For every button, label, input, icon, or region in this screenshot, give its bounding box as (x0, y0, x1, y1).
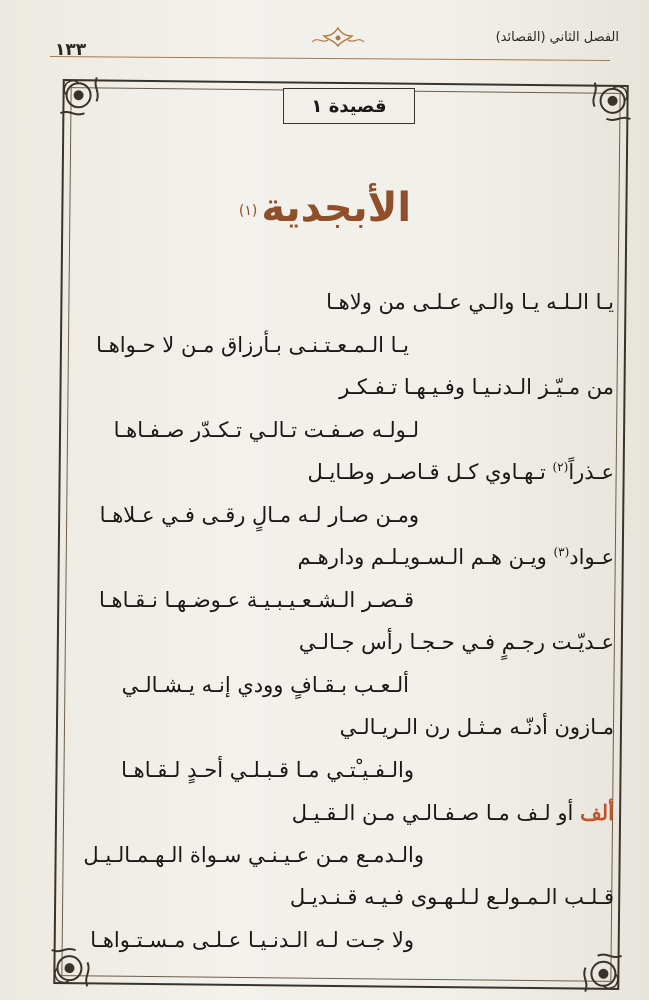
poem-title-text: الأبجدية (261, 185, 412, 231)
verse-text: مـازون أدنّـه مـثـل رن الـريـالـي (339, 715, 614, 739)
verse-line (299, 630, 614, 654)
title-footnote-marker: (١) (238, 202, 258, 219)
page-number: ١٣٣ (55, 40, 87, 60)
verse-text: عـديّـت رجـمٍ فـي حـجـا رأس جـالـي (298, 630, 614, 654)
verse-line (339, 375, 614, 399)
footnote-marker: (٣) (553, 545, 570, 559)
verse-text-rest: ويـن هـم الـسـويـلـم ودارهـم (297, 545, 554, 569)
poem-title (160, 185, 490, 231)
verse-text: عـواد (569, 545, 614, 569)
verse-text: أو لـف مـا صـفـالـي مـن الـقـيـل (291, 801, 581, 825)
verse-text: لـولـه صـفـت تـالـي تـكـدّر صـفـاهـا (113, 417, 419, 442)
alphabet-letter-marker: ألف (580, 800, 614, 825)
corner-ornament-icon (56, 73, 121, 138)
verse-text-rest: تـهـاوي كـل قـاصـر وطـايـل (307, 460, 553, 484)
verse-line (340, 715, 614, 739)
floral-ornament-icon (308, 24, 368, 52)
verse-text: ولا جـت لـه الـدنـيـا عـلـى مـسـتـواهـا (90, 927, 414, 952)
verse-line (298, 545, 614, 569)
verse-line (90, 928, 414, 952)
verse-text: يـا الـلـه يـا والـي عـلـى من ولاهـا (326, 290, 614, 314)
poem-label: قصيدة ١ (283, 88, 415, 124)
verse-text: ألـعـب بـقـافٍ وودي إنـه يـشـالـي (121, 672, 409, 697)
verse-line (99, 588, 414, 612)
verse-line (122, 673, 409, 697)
verse-text: قـصـر الـشـعـيـبـيـة عـوضـهـا نـقـاهـا (99, 587, 414, 612)
verse-line (83, 843, 424, 867)
verse-text: ومـن صـار لـه مـالٍ رقـى فـي عـلاهـا (99, 502, 419, 527)
verse-text: والـدمـع مـن عـيـنـي سـواة الـهـمـالـيـل (83, 842, 424, 867)
verse-text: قـلـب الـمـولـع لـلـهـوى فـيـه قـنـديـل (289, 885, 614, 909)
verse-line (292, 800, 614, 825)
verse-text: عـذراً (568, 460, 614, 484)
corner-ornament-icon (561, 931, 626, 996)
verse-line (114, 418, 419, 442)
footnote-marker: (٢) (552, 460, 569, 474)
verse-text: يـا الـمـعـتـنـى بـأرزاق مـن لا حـواهـا (96, 332, 409, 357)
verse-line (121, 758, 414, 782)
verse-line (96, 333, 409, 357)
verse-text: والـفـيـْتـي مـا قـبـلـي أحـدٍ لـقـاهـا (121, 757, 414, 782)
verse-text: من مـيّـز الـدنـيـا وفـيـهـا تـفـكـر (339, 375, 614, 399)
running-head: الفصل الثاني (القصائد) (495, 30, 619, 45)
verse-line (307, 460, 614, 484)
verse-line (326, 290, 614, 314)
verse-line (290, 885, 614, 909)
verse-line (100, 503, 419, 527)
corner-ornament-icon (570, 78, 635, 143)
